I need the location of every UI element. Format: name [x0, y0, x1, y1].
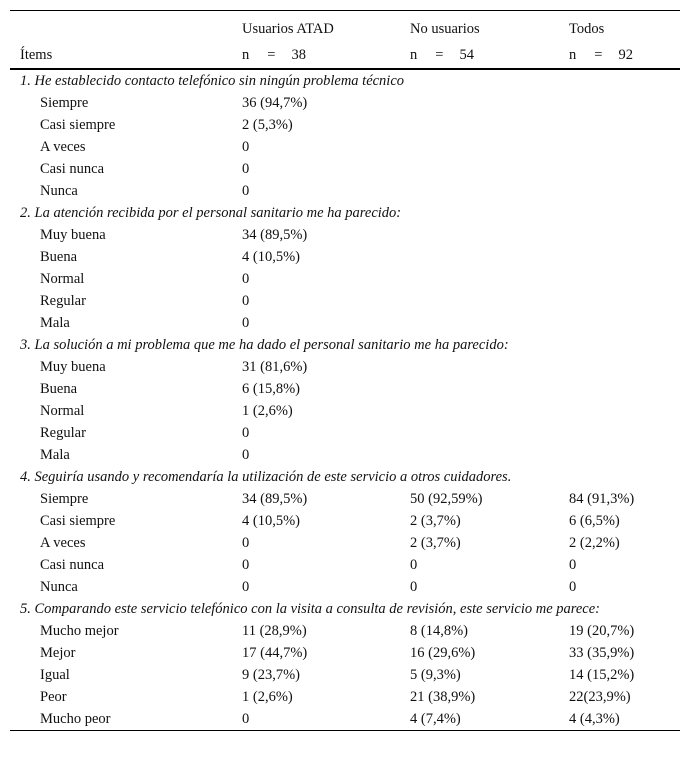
value-cell: 11 (28,9%) [242, 623, 307, 639]
table-row [10, 312, 680, 334]
row-label: Regular [40, 293, 86, 309]
table-row [10, 642, 680, 664]
row-label: Casi siempre [40, 117, 116, 133]
value-cell [569, 92, 680, 114]
value-cell: 17 (44,7%) [242, 645, 308, 661]
section-header-row [10, 202, 680, 224]
n-label: n [410, 47, 418, 63]
value-cell: 0 [242, 711, 250, 727]
table-row [10, 114, 680, 136]
value-cell [569, 290, 680, 312]
value-cell [410, 92, 569, 114]
value-cell: 0 [242, 425, 250, 441]
row-label: A veces [40, 535, 86, 551]
value-cell [569, 224, 680, 246]
value-cell: 5 (9,3%) [410, 667, 461, 683]
value-cell: 4 (10,5%) [242, 249, 300, 265]
value-cell: 9 (23,7%) [242, 667, 300, 683]
n-equals: = [594, 47, 603, 63]
value-cell [410, 268, 569, 290]
table-row [10, 488, 680, 510]
n-value: 92 [618, 47, 633, 63]
row-label: Buena [40, 249, 78, 265]
value-cell: 50 (92,59%) [410, 491, 483, 507]
n-label: n [242, 47, 250, 63]
value-cell: 0 [410, 579, 418, 595]
n-equals: = [267, 47, 276, 63]
value-cell: 0 [569, 557, 577, 573]
row-label: Buena [40, 381, 78, 397]
value-cell [569, 246, 680, 268]
value-cell [410, 290, 569, 312]
row-label: Peor [40, 689, 67, 705]
value-cell [410, 356, 569, 378]
table-body [10, 69, 680, 731]
n-equals: = [435, 47, 444, 63]
table-row [10, 136, 680, 158]
section-title: 2. La atención recibida por el personal sanitario me ha parecido: [20, 205, 402, 221]
value-cell: 0 [242, 557, 250, 573]
value-cell: 8 (14,8%) [410, 623, 468, 639]
value-cell [569, 312, 680, 334]
value-cell: 4 (10,5%) [242, 513, 300, 529]
row-label: Mucho peor [40, 711, 111, 727]
section-title: 4. Seguiría usando y recomendaría la utilización de este servicio a otros cuidadores. [20, 469, 512, 485]
value-cell [410, 114, 569, 136]
value-cell [410, 158, 569, 180]
table-row [10, 444, 680, 466]
column-title-no-usuarios: No usuarios [410, 21, 480, 37]
value-cell: 2 (3,7%) [410, 535, 461, 551]
value-cell: 6 (15,8%) [242, 381, 300, 397]
table-row [10, 356, 680, 378]
column-title-usuarios: Usuarios ATAD [242, 21, 334, 37]
value-cell [569, 444, 680, 466]
table-row [10, 92, 680, 114]
section-title: 1. He establecido contacto telefónico sin ningún problema técnico [20, 73, 405, 89]
table-header [10, 11, 680, 70]
section-header-row [10, 598, 680, 620]
value-cell: 2 (3,7%) [410, 513, 461, 529]
items-label: Ítems [20, 47, 53, 63]
value-cell [569, 180, 680, 202]
n-count-no-usuarios [410, 40, 569, 69]
value-cell [569, 136, 680, 158]
value-cell: 0 [242, 535, 250, 551]
section-title: 5. Comparando este servicio telefónico con la visita a consulta de revisión, este servicio me parece: [20, 601, 600, 617]
row-label: Casi nunca [40, 557, 105, 573]
table-row [10, 422, 680, 444]
value-cell [410, 136, 569, 158]
header-row-counts [10, 40, 680, 69]
value-cell: 84 (91,3%) [569, 491, 635, 507]
table-row [10, 400, 680, 422]
value-cell: 4 (7,4%) [410, 711, 461, 727]
section-header-row [10, 334, 680, 356]
row-label: Muy buena [40, 359, 106, 375]
section-header-row [10, 69, 680, 92]
value-cell: 2 (5,3%) [242, 117, 293, 133]
row-label: Mala [40, 447, 70, 463]
value-cell [569, 422, 680, 444]
survey-table-container [10, 10, 680, 731]
value-cell: 34 (89,5%) [242, 227, 308, 243]
table-row [10, 620, 680, 642]
value-cell [569, 268, 680, 290]
row-label: Igual [40, 667, 70, 683]
row-label: Nunca [40, 183, 78, 199]
section-header-row [10, 466, 680, 488]
value-cell: 1 (2,6%) [242, 403, 293, 419]
row-label: Mala [40, 315, 70, 331]
row-label: Siempre [40, 95, 89, 111]
table-row [10, 708, 680, 731]
value-cell: 16 (29,6%) [410, 645, 476, 661]
value-cell [410, 444, 569, 466]
value-cell: 21 (38,9%) [410, 689, 476, 705]
table-row [10, 246, 680, 268]
value-cell: 4 (4,3%) [569, 711, 620, 727]
value-cell: 19 (20,7%) [569, 623, 635, 639]
table-row [10, 664, 680, 686]
value-cell [569, 378, 680, 400]
value-cell [569, 400, 680, 422]
value-cell [410, 180, 569, 202]
table-row [10, 268, 680, 290]
row-label: Casi siempre [40, 513, 116, 529]
value-cell: 0 [242, 579, 250, 595]
value-cell: 34 (89,5%) [242, 491, 308, 507]
value-cell [410, 312, 569, 334]
n-value: 54 [459, 47, 474, 63]
section-title: 3. La solución a mi problema que me ha dado el personal sanitario me ha parecido: [20, 337, 509, 353]
value-cell: 0 [242, 183, 250, 199]
row-label: Mucho mejor [40, 623, 119, 639]
row-label: Casi nunca [40, 161, 105, 177]
row-label: Muy buena [40, 227, 106, 243]
value-cell [410, 224, 569, 246]
row-label: Normal [40, 403, 85, 419]
table-row [10, 686, 680, 708]
table-row [10, 158, 680, 180]
value-cell: 33 (35,9%) [569, 645, 635, 661]
column-title-todos: Todos [569, 21, 605, 37]
value-cell: 36 (94,7%) [242, 95, 308, 111]
row-label: Normal [40, 271, 85, 287]
n-count-todos [569, 40, 680, 69]
value-cell [569, 158, 680, 180]
table-row [10, 510, 680, 532]
value-cell: 0 [242, 271, 250, 287]
value-cell [410, 378, 569, 400]
value-cell: 14 (15,2%) [569, 667, 635, 683]
value-cell: 6 (6,5%) [569, 513, 620, 529]
row-label: Nunca [40, 579, 78, 595]
value-cell: 0 [242, 447, 250, 463]
value-cell: 2 (2,2%) [569, 535, 620, 551]
table-row [10, 532, 680, 554]
survey-table [10, 10, 680, 731]
row-label: Siempre [40, 491, 89, 507]
value-cell: 1 (2,6%) [242, 689, 293, 705]
table-row [10, 224, 680, 246]
value-cell: 22(23,9%) [569, 689, 631, 705]
value-cell: 0 [410, 557, 418, 573]
value-cell: 0 [242, 161, 250, 177]
header-row-titles [10, 11, 680, 41]
n-label: n [569, 47, 577, 63]
header-empty-cell [10, 11, 242, 41]
table-row [10, 180, 680, 202]
n-value: 38 [291, 47, 306, 63]
row-label: Mejor [40, 645, 76, 661]
table-row [10, 290, 680, 312]
row-label: Regular [40, 425, 86, 441]
value-cell: 0 [242, 139, 250, 155]
row-label: A veces [40, 139, 86, 155]
n-count-usuarios [242, 40, 410, 69]
value-cell [569, 356, 680, 378]
value-cell: 0 [242, 293, 250, 309]
table-row [10, 576, 680, 598]
value-cell: 0 [569, 579, 577, 595]
value-cell: 31 (81,6%) [242, 359, 308, 375]
value-cell [410, 400, 569, 422]
value-cell [410, 246, 569, 268]
table-row [10, 554, 680, 576]
value-cell [569, 114, 680, 136]
value-cell: 0 [242, 315, 250, 331]
table-row [10, 378, 680, 400]
value-cell [410, 422, 569, 444]
